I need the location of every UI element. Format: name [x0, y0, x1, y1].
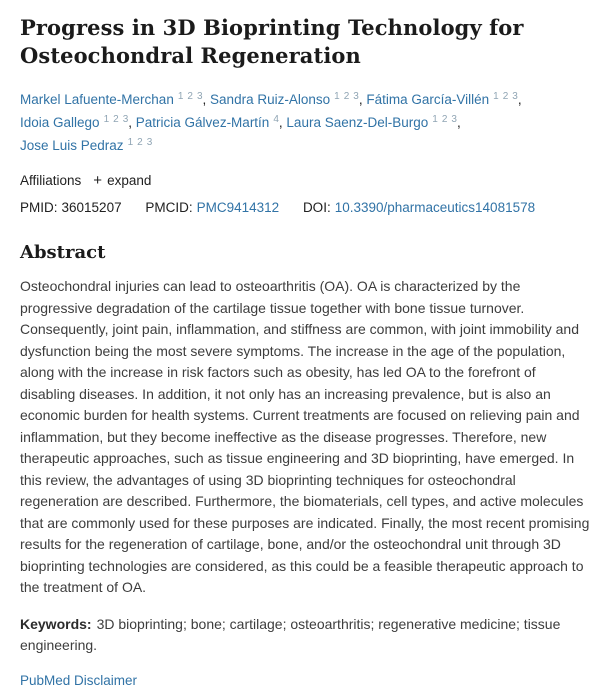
affiliation-sup-link[interactable]: 1 — [493, 90, 499, 102]
affiliation-sup-link[interactable]: 2 — [502, 90, 509, 102]
author-link[interactable]: Jose Luis Pedraz — [20, 138, 124, 154]
author-separator: , — [456, 115, 461, 131]
identifiers-row — [20, 200, 594, 215]
pmid-label: PMID: — [20, 200, 58, 216]
author-link[interactable]: Fátima García-Villén — [366, 92, 490, 108]
affiliation-sup-link[interactable]: 2 — [441, 113, 448, 125]
plus-icon: + — [93, 172, 103, 190]
author — [20, 92, 206, 107]
affiliation-superscripts — [432, 114, 457, 125]
author — [20, 115, 132, 130]
affiliation-sup-link[interactable]: 1 — [334, 90, 340, 102]
pmcid-group — [145, 200, 279, 215]
author — [20, 138, 152, 153]
author — [286, 115, 460, 130]
affiliation-sup-link[interactable]: 3 — [353, 90, 359, 102]
keywords-line — [20, 614, 594, 656]
affiliation-superscripts — [493, 91, 518, 102]
abstract-text: Osteochondral injuries can lead to osteoarthritis (OA). OA is characterized by the progressive degradation of the cartilage tissue together with bone tissue turnover. Consequently, joint pain, inflammation, and stiffness are common, with joint immobility and dysfunction being the most severe symptoms. The increase in the age of the population, along with the increase in risk factors such as obesity, has led OA to the forefront of disabling diseases. In addition, it not only has an increasing prevalence, but is also an economic burden for health systems. Current treatments are focused on relieving pain and inflammation, but they become ineffective as the disease progresses. Therefore, new therapeutic approaches, such as tissue engineering and 3D bioprinting, have emerged. In this review, the advantages of using 3D bioprinting techniques for osteochondral regeneration are described. Furthermore, the biomaterials, cell types, and active molecules that are commonly used for these purposes are indicated. Finally, the most recent promising results for the regeneration of cartilage, bone, and/or the osteochondral unit through 3D bioprinting technologies are considered, as this could be a feasible therapeutic approach to the treatment of OA. — [20, 278, 590, 596]
author-separator: , — [278, 115, 283, 131]
doi-group — [303, 200, 535, 215]
abstract-heading: Abstract — [20, 242, 106, 264]
affiliation-sup-link[interactable]: 1 — [127, 136, 134, 148]
affiliation-sup-link[interactable]: 3 — [512, 90, 518, 102]
author — [366, 92, 521, 107]
affiliation-sup-link[interactable]: 1 — [432, 113, 438, 125]
affiliation-sup-link[interactable]: 3 — [196, 90, 203, 102]
pmid-group — [20, 200, 122, 215]
pubmed-disclaimer-link[interactable]: PubMed Disclaimer — [20, 672, 138, 688]
keywords-label: Keywords: — [20, 615, 92, 632]
pmcid-label: PMCID: — [145, 200, 193, 216]
affiliation-sup-link[interactable]: 2 — [113, 113, 119, 125]
expand-affiliations-button[interactable] — [93, 172, 151, 189]
author-separator: , — [202, 92, 207, 108]
author-link[interactable]: Markel Lafuente-Merchan — [20, 92, 174, 108]
affiliations-row — [20, 172, 594, 189]
affiliation-superscripts — [104, 114, 129, 125]
affiliation-sup-link[interactable]: 4 — [273, 113, 279, 125]
pmid-value: 36015207 — [61, 200, 122, 216]
affiliations-label: Affiliations — [20, 173, 82, 189]
authors-list — [20, 89, 594, 158]
affiliation-superscripts — [128, 137, 153, 148]
affiliation-sup-link[interactable]: 3 — [146, 136, 153, 148]
author — [136, 115, 283, 130]
keywords-text: 3D bioprinting; bone; cartilage; osteoarthritis; regenerative medicine; tissue engineering. — [20, 615, 561, 653]
affiliation-superscripts — [334, 91, 359, 102]
pmcid-link[interactable]: PMC9414312 — [196, 200, 280, 216]
doi-label: DOI: — [302, 200, 331, 216]
affiliation-sup-link[interactable]: 2 — [343, 90, 350, 102]
affiliation-superscripts — [178, 91, 203, 102]
affiliation-sup-link[interactable]: 3 — [451, 113, 457, 125]
author-link[interactable]: Patricia Gálvez-Martín — [135, 115, 270, 131]
affiliation-sup-link[interactable]: 1 — [177, 90, 184, 102]
expand-label: expand — [107, 173, 152, 189]
author-link[interactable]: Idoia Gallego — [20, 115, 100, 131]
affiliation-sup-link[interactable]: 2 — [137, 136, 143, 148]
doi-link[interactable]: 10.3390/pharmaceutics14081578 — [334, 200, 536, 216]
article-title: Progress in 3D Bioprinting Technology for Osteochondral Regeneration — [20, 15, 524, 68]
affiliation-sup-link[interactable]: 2 — [187, 90, 193, 102]
author-link[interactable]: Laura Saenz-Del-Burgo — [286, 115, 429, 131]
author — [210, 92, 363, 107]
affiliation-sup-link[interactable]: 1 — [103, 113, 110, 125]
author-separator: , — [128, 115, 133, 131]
author-link[interactable]: Sandra Ruiz-Alonso — [210, 92, 331, 108]
author-separator: , — [358, 92, 363, 108]
author-separator: , — [517, 92, 522, 108]
affiliation-sup-link[interactable]: 3 — [122, 113, 129, 125]
